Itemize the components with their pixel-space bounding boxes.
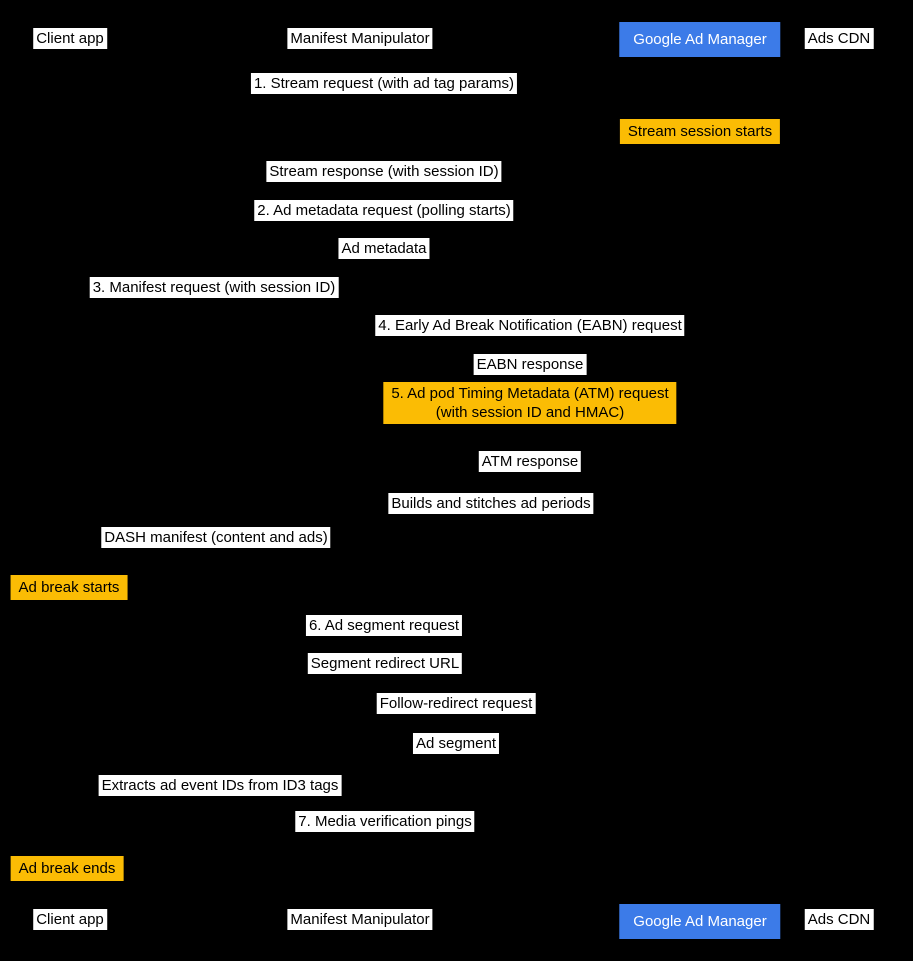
message-segment-redirect-url: Segment redirect URL [308, 653, 462, 674]
message-atm-response: ATM response [479, 451, 581, 472]
message-builds-and-stitches: Builds and stitches ad periods [388, 493, 593, 514]
message-follow-redirect-request: Follow-redirect request [377, 693, 536, 714]
message-manifest-request: 3. Manifest request (with session ID) [90, 277, 339, 298]
participant-google-ad-manager-top: Google Ad Manager [619, 22, 780, 57]
note-ad-break-ends: Ad break ends [11, 856, 124, 881]
message-stream-response: Stream response (with session ID) [266, 161, 501, 182]
message-ad-metadata-request: 2. Ad metadata request (polling starts) [254, 200, 513, 221]
message-stream-request: 1. Stream request (with ad tag params) [251, 73, 517, 94]
message-eabn-request: 4. Early Ad Break Notification (EABN) request [375, 315, 684, 336]
participant-ads-cdn-bottom: Ads CDN [805, 909, 874, 930]
message-eabn-response: EABN response [474, 354, 587, 375]
participant-google-ad-manager-bottom: Google Ad Manager [619, 904, 780, 939]
participant-client-app-top: Client app [33, 28, 107, 49]
note-atm-request-line2: (with session ID and HMAC) [435, 404, 625, 421]
participant-manifest-manipulator-bottom: Manifest Manipulator [287, 909, 432, 930]
participant-ads-cdn-top: Ads CDN [805, 28, 874, 49]
note-stream-session-starts: Stream session starts [620, 119, 780, 144]
participant-manifest-manipulator-top: Manifest Manipulator [287, 28, 432, 49]
message-ad-segment: Ad segment [413, 733, 499, 754]
participant-client-app-bottom: Client app [33, 909, 107, 930]
note-atm-request-line1: 5. Ad pod Timing Metadata (ATM) request [391, 385, 669, 402]
note-ad-break-starts: Ad break starts [11, 575, 128, 600]
message-ad-metadata: Ad metadata [338, 238, 429, 259]
message-dash-manifest: DASH manifest (content and ads) [101, 527, 330, 548]
message-media-verification-pings: 7. Media verification pings [295, 811, 474, 832]
message-ad-segment-request: 6. Ad segment request [306, 615, 462, 636]
note-atm-request [383, 382, 676, 424]
message-extracts-ad-event-ids: Extracts ad event IDs from ID3 tags [99, 775, 342, 796]
